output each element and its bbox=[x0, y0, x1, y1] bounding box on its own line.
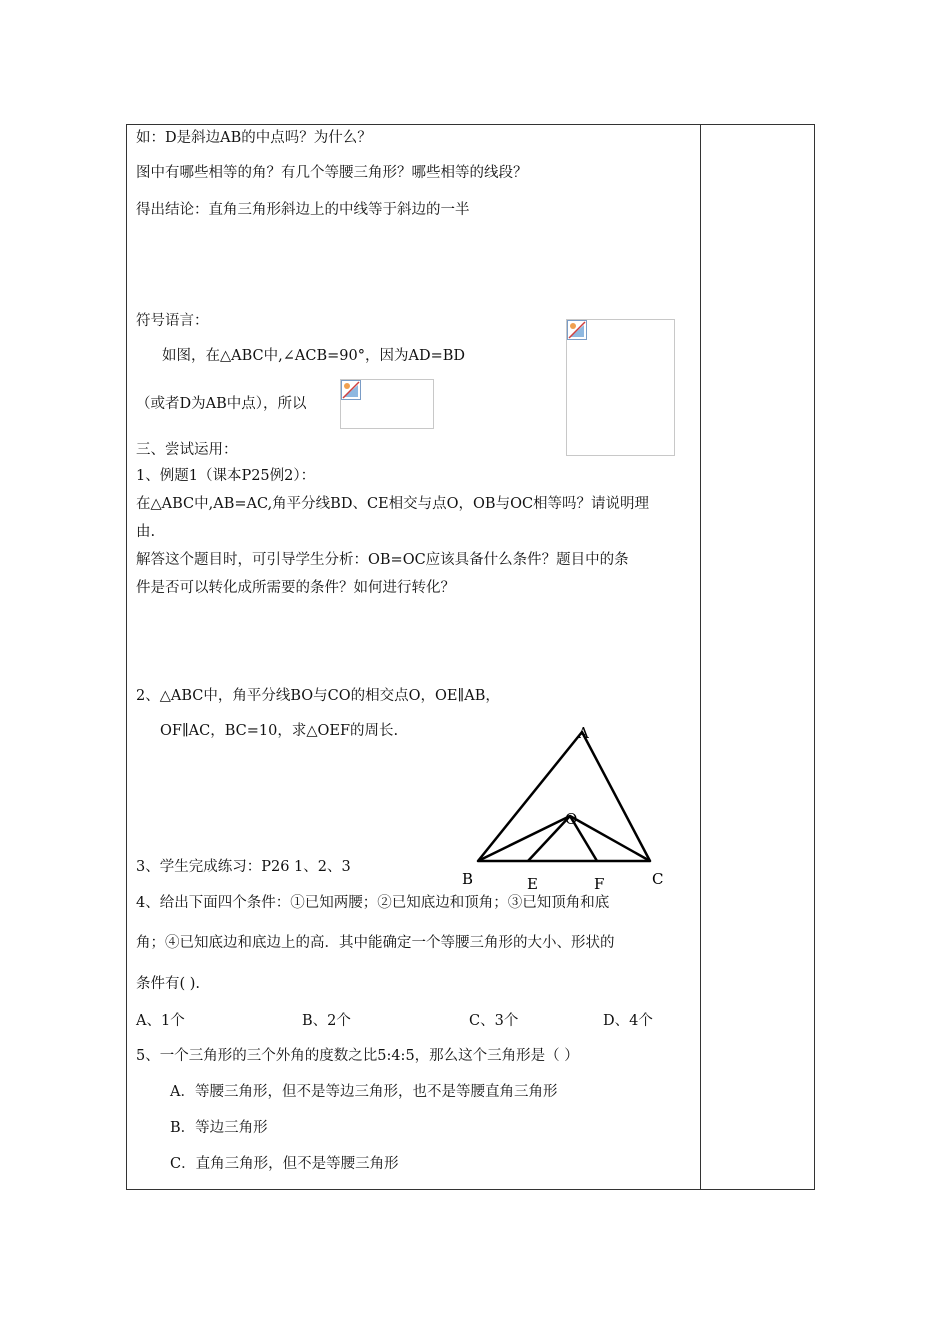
text-line: 符号语言： bbox=[136, 313, 209, 329]
option-b: B、2个 bbox=[302, 1013, 351, 1029]
label-a: A bbox=[578, 724, 589, 742]
text-line: 得出结论：直角三角形斜边上的中线等于斜边的一半 bbox=[136, 202, 470, 218]
segment-oe bbox=[528, 816, 570, 861]
image-placeholder bbox=[566, 319, 675, 456]
option-d: D、4个 bbox=[603, 1013, 653, 1029]
triangle-abc bbox=[478, 732, 650, 861]
text-line: 角；④已知底边和底边上的高．其中能确定一个等腰三角形的大小、形状的 bbox=[136, 935, 615, 951]
text-line: 解答这个题目时，可引导学生分析：OB=OC应该具备什么条件？题目中的条 bbox=[136, 552, 629, 568]
label-e: E bbox=[527, 875, 538, 893]
text-line: 条件有( ). bbox=[136, 976, 201, 992]
broken-image-icon bbox=[341, 380, 361, 400]
text-line: 由. bbox=[136, 524, 156, 540]
text-line: 如：D是斜边AB的中点吗？为什么？ bbox=[136, 130, 372, 146]
text-line: 5、一个三角形的三个外角的度数之比5:4:5，那么这个三角形是（ ） bbox=[136, 1048, 579, 1064]
label-c: C bbox=[652, 870, 664, 888]
option-c: C、3个 bbox=[469, 1013, 519, 1029]
option-a: A、1个 bbox=[136, 1013, 185, 1029]
text-line: B．等边三角形 bbox=[170, 1120, 268, 1136]
text-line: 3、学生完成练习：P26 1、2、3 bbox=[136, 859, 351, 875]
text-line: （或者D为AB中点），所以 bbox=[136, 396, 307, 412]
text-line: A．等腰三角形，但不是等边三角形，也不是等腰直角三角形 bbox=[170, 1084, 558, 1100]
text-line: 1、例题1（课本P25例2）： bbox=[136, 468, 316, 484]
text-line: 2、△ABC中，角平分线BO与CO的相交点O，OE∥AB， bbox=[136, 688, 500, 704]
text-line: 件是否可以转化成所需要的条件？如何进行转化？ bbox=[136, 580, 455, 596]
label-o: O bbox=[565, 810, 578, 828]
label-f: F bbox=[594, 875, 605, 893]
text-line: 在△ABC中,AB=AC,角平分线BD、CE相交与点O，OB与OC相等吗？请说明理 bbox=[136, 496, 650, 512]
text-line: 图中有哪些相等的角？有几个等腰三角形？哪些相等的线段？ bbox=[136, 165, 528, 181]
text-line: 三、尝试运用： bbox=[136, 442, 238, 458]
text-line: C．直角三角形，但不是等腰三角形 bbox=[170, 1156, 399, 1172]
text-line: 如图，在△ABC中,∠ACB=90°，因为AD=BD bbox=[162, 348, 465, 364]
text-line: OF∥AC，BC=10，求△OEF的周长. bbox=[160, 723, 399, 739]
table-column-divider bbox=[700, 124, 701, 1190]
text-line: 4、给出下面四个条件：①已知两腰；②已知底边和顶角；③已知顶角和底 bbox=[136, 895, 610, 911]
triangle-figure bbox=[450, 720, 680, 900]
image-placeholder bbox=[340, 379, 434, 429]
broken-image-icon bbox=[567, 320, 587, 340]
label-b: B bbox=[462, 870, 474, 888]
